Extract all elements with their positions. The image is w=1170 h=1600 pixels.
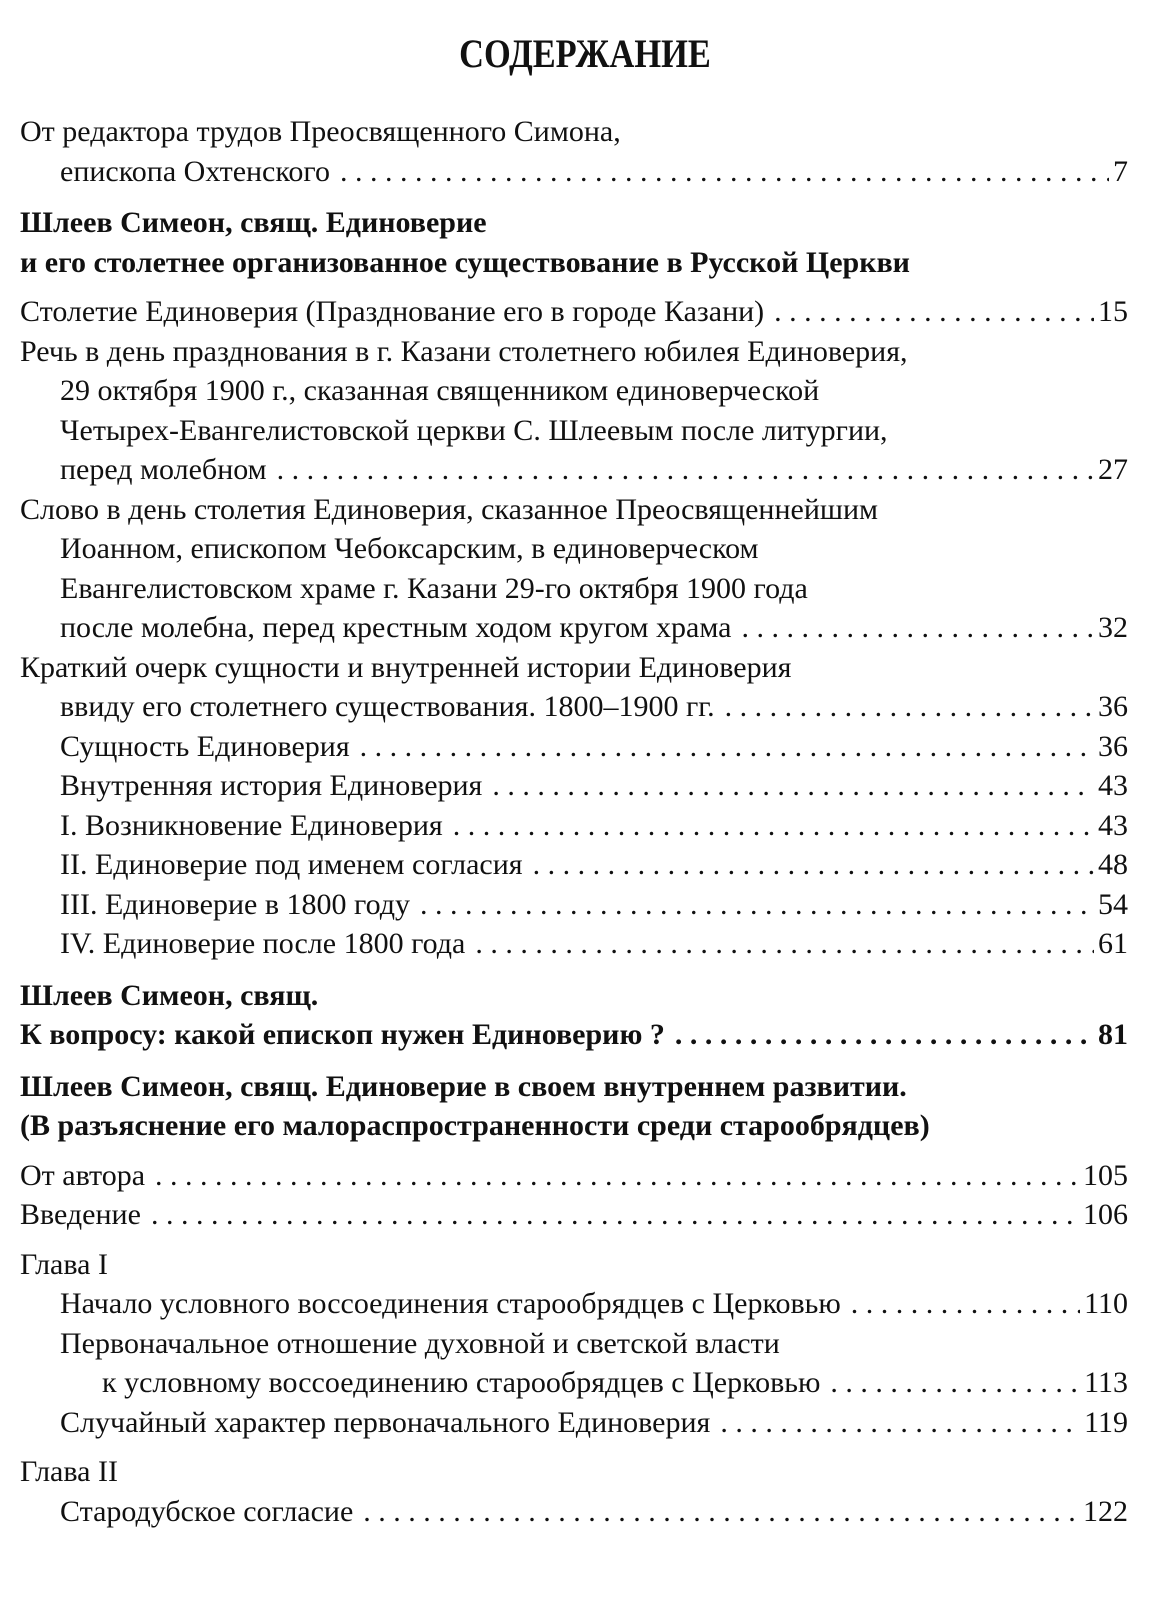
toc-entry-line: к условному воссоединению старообрядцев с Церковью <box>102 1366 821 1399</box>
toc-entry-line: Иоанном, епископом Чебоксарским, в единоверческом <box>60 532 759 565</box>
toc-entry <box>20 1195 1128 1235</box>
toc-entry <box>20 1492 1128 1532</box>
page-number: 43 <box>1098 769 1128 802</box>
chapter-title: Глава II <box>20 1455 118 1488</box>
page-number: 105 <box>1083 1158 1128 1192</box>
dot-leader <box>830 1363 1080 1403</box>
toc-entry-line: Случайный характер первоначального Единоверия <box>60 1405 711 1439</box>
page-title: СОДЕРЖАНИЕ <box>459 31 711 76</box>
dot-leader <box>475 924 1094 964</box>
dot-leader <box>420 885 1094 925</box>
dot-leader <box>720 1403 1080 1443</box>
toc-entry <box>20 924 1128 964</box>
toc-entry <box>20 1324 1128 1403</box>
dot-leader <box>151 1195 1079 1235</box>
toc-entry-line: епископа Охтенского <box>60 154 330 188</box>
page-number: 36 <box>1098 690 1128 723</box>
chapter-heading <box>20 1245 1128 1285</box>
toc-entry-line: Стародубское согласие <box>60 1494 354 1528</box>
toc-entry-line: ввиду его столетнего существования. 1800–1900 гг. <box>60 690 715 723</box>
chapter-heading <box>20 1452 1128 1492</box>
toc-entry-line: после молебна, перед крестным ходом кругом храма <box>60 611 732 644</box>
dot-leader <box>360 727 1094 767</box>
toc-entry <box>20 332 1128 490</box>
section-heading-line: К вопросу: какой епископ нужен Единоверию ? <box>20 1018 665 1051</box>
section-heading-line: Шлеев Симеон, свящ. <box>20 978 319 1012</box>
toc-entry-line: Начало условного воссоединения старообрядцев с Церковью <box>60 1287 841 1320</box>
dot-leader <box>851 1284 1080 1324</box>
toc-entry-line: перед молебном <box>60 453 267 486</box>
toc-entry-line: Сущность Единоверия <box>60 729 350 763</box>
toc-entry <box>20 727 1128 767</box>
toc-entry <box>20 112 1128 191</box>
toc-entry-line: Введение <box>20 1198 141 1231</box>
section-heading-line: и его столетнее организованное существование в Русской Церкви <box>20 245 910 279</box>
toc-entry <box>20 766 1128 806</box>
toc-entry-line: IV. Единоверие после 1800 года <box>60 927 466 960</box>
section-heading-line: Шлеев Симеон, свящ. Единоверие в своем внутреннем развитии. <box>20 1069 907 1103</box>
page-number: 110 <box>1084 1287 1128 1320</box>
toc-entry-line: Слово в день столетия Единоверия, сказанное Преосвященнейшим <box>20 492 879 526</box>
dot-leader <box>453 806 1094 846</box>
toc-entry-line: II. Единоверие под именем согласия <box>60 848 523 881</box>
toc-entry <box>20 885 1128 925</box>
toc-entry-line: 29 октября 1900 г., сказанная священником единоверческой <box>60 374 820 407</box>
dot-leader <box>340 152 1109 192</box>
toc-entry <box>20 292 1128 332</box>
section-heading-line: Шлеев Симеон, свящ. Единоверие <box>20 206 487 239</box>
toc-entry-line: Четырех-Евангелистовской церкви С. Шлеевым после литургии, <box>60 413 888 447</box>
toc-entry-line: Евангелистовском храме г. Казани 29-го октября 1900 года <box>60 571 808 605</box>
dot-leader <box>675 1015 1094 1055</box>
toc-entry-line: Первоначальное отношение духовной и светской власти <box>60 1326 780 1360</box>
table-of-contents <box>20 112 1128 1531</box>
toc-entry <box>20 648 1128 727</box>
toc-entry-line: Речь в день празднования в г. Казани столетнего юбилея Единоверия, <box>20 334 908 368</box>
toc-entry-line: Столетие Единоверия (Празднование его в городе Казани) <box>20 295 765 328</box>
dot-leader <box>774 292 1094 332</box>
page-number: 119 <box>1084 1405 1128 1439</box>
toc-entry-line: От автора <box>20 1158 146 1192</box>
page-number: 54 <box>1098 887 1128 921</box>
page-number: 122 <box>1083 1494 1128 1528</box>
dot-leader <box>492 766 1094 806</box>
dot-leader <box>155 1156 1079 1196</box>
toc-section-heading <box>20 203 1128 282</box>
toc-entry-line: От редактора трудов Преосвященного Симона, <box>20 115 621 148</box>
toc-entry-line: I. Возникновение Единоверия <box>60 808 443 842</box>
page-number: 36 <box>1098 729 1128 763</box>
chapter-title: Глава I <box>20 1247 108 1281</box>
dot-leader <box>363 1492 1079 1532</box>
dot-leader <box>277 450 1094 490</box>
page-number: 106 <box>1083 1198 1128 1231</box>
toc-entry-line: III. Единоверие в 1800 году <box>60 887 410 921</box>
toc-entry <box>20 1284 1128 1324</box>
toc-entry <box>20 806 1128 846</box>
toc-entry <box>20 1403 1128 1443</box>
page-number: 27 <box>1098 453 1128 486</box>
page-number: 81 <box>1098 1018 1128 1051</box>
page-number: 61 <box>1098 927 1128 960</box>
toc-section-heading <box>20 976 1128 1055</box>
toc-entry-line: Внутренняя история Единоверия <box>60 769 483 802</box>
page-number: 32 <box>1098 611 1128 644</box>
page-number: 7 <box>1113 154 1128 188</box>
dot-leader <box>741 608 1094 648</box>
page-number: 43 <box>1098 808 1128 842</box>
toc-entry <box>20 490 1128 648</box>
dot-leader <box>533 845 1094 885</box>
toc-section-heading <box>20 1067 1128 1146</box>
section-heading-line: (В разъяснение его малораспространенности среди старообрядцев) <box>20 1109 930 1142</box>
page-number: 15 <box>1098 295 1128 328</box>
toc-entry <box>20 1156 1128 1196</box>
dot-leader <box>725 687 1094 727</box>
page-number: 113 <box>1084 1366 1128 1399</box>
page-number: 48 <box>1098 848 1128 881</box>
toc-entry-line: Краткий очерк сущности и внутренней истории Единоверия <box>20 650 792 684</box>
toc-entry <box>20 845 1128 885</box>
